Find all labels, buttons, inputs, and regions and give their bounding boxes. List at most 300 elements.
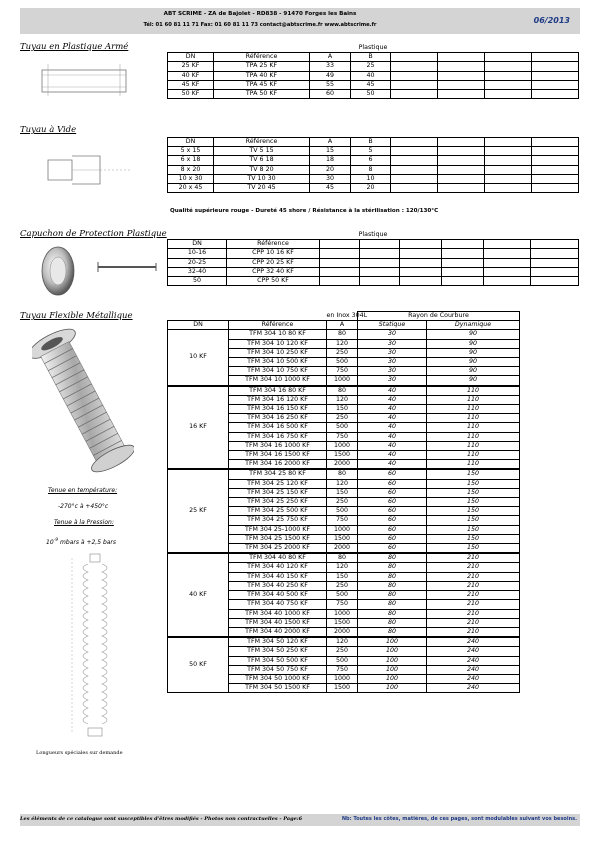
blank-cell xyxy=(485,71,532,80)
table-cell: 40 xyxy=(358,441,427,450)
blank-cell xyxy=(438,184,485,193)
section-title-capuchon: Capuchon de Protection Plastique xyxy=(20,229,167,239)
table-cell: 110 xyxy=(427,460,520,470)
table-cell: 80 xyxy=(358,591,427,600)
column-header: Référence xyxy=(227,240,320,249)
blank-cell xyxy=(320,249,360,258)
table-cell: 250 xyxy=(327,414,358,423)
table-cell: 30 xyxy=(358,376,427,386)
table-cell: 18 xyxy=(310,156,351,165)
column-header: DN xyxy=(168,53,214,62)
blank-cell xyxy=(438,53,485,62)
blank-cell xyxy=(532,147,579,156)
table-cell: 750 xyxy=(327,600,358,609)
section-title-tuyau-plastique-arme: Tuyau en Plastique Armé xyxy=(20,42,129,52)
tuyau-flexible-drawing xyxy=(64,552,124,738)
table-cell: 60 xyxy=(358,469,427,479)
table-cell: 80 xyxy=(358,563,427,572)
table-capuchon xyxy=(167,231,579,286)
table-cell: 240 xyxy=(427,656,520,665)
blank-cell xyxy=(391,90,438,99)
blank-cell xyxy=(391,156,438,165)
table-cell: 55 xyxy=(310,80,351,89)
table-cell: 60 xyxy=(358,479,427,488)
table-row xyxy=(168,249,579,258)
capuchon-photo xyxy=(36,245,76,297)
table-cell: 250 xyxy=(327,647,358,656)
table-cell: TFM 304 40 120 KF xyxy=(229,563,327,572)
table-cell: 150 xyxy=(327,488,358,497)
blank-cell xyxy=(442,277,484,286)
table-cell: 150 xyxy=(427,507,520,516)
blank-cell xyxy=(532,53,579,62)
table-cell: 240 xyxy=(427,674,520,683)
table-cell: 120 xyxy=(327,395,358,404)
blank-cell xyxy=(484,277,531,286)
table-cell: TFM 304 40 500 KF xyxy=(229,591,327,600)
table-cell: 500 xyxy=(327,358,358,367)
table-cell: 80 xyxy=(358,627,427,637)
blank-cell xyxy=(442,258,484,267)
table-cell: 1000 xyxy=(327,441,358,450)
table-cell: 90 xyxy=(427,339,520,348)
dn-group-cell: 10 KF xyxy=(168,330,229,386)
table-cell: TV 5 15 xyxy=(214,147,310,156)
table-cell: 1000 xyxy=(327,674,358,683)
table-cell: CPP 50 KF xyxy=(227,277,320,286)
table-row xyxy=(168,258,579,267)
table-cell: TFM 304 10 80 KF xyxy=(229,330,327,339)
table-cell: 80 xyxy=(358,600,427,609)
table-cell: 45 xyxy=(351,80,391,89)
table-cell: TPA 45 KF xyxy=(214,80,310,89)
table-cell: 100 xyxy=(358,684,427,693)
blank-cell xyxy=(320,267,360,276)
table-cell: 40 xyxy=(358,423,427,432)
blank-cell xyxy=(532,184,579,193)
blank-cell xyxy=(442,240,484,249)
temperature-value: -270°c à +450°c xyxy=(58,503,109,510)
table-cell: 10 x 30 xyxy=(168,174,214,183)
table-cell: 110 xyxy=(427,432,520,441)
table-cell: TFM 304 40 1000 KF xyxy=(229,609,327,618)
table-cell: 80 xyxy=(358,581,427,590)
table-cell: TFM 304 16 1000 KF xyxy=(229,441,327,450)
table-cell: 40 xyxy=(358,405,427,414)
table-cell: 80 xyxy=(327,469,358,479)
blank-cell xyxy=(485,80,532,89)
blank-cell xyxy=(391,80,438,89)
table-cell: 250 xyxy=(327,581,358,590)
column-header: DN xyxy=(168,321,229,330)
table-cell: 150 xyxy=(327,405,358,414)
table-cell: 150 xyxy=(427,479,520,488)
table-cell: TFM 304 10 120 KF xyxy=(229,339,327,348)
table-cell: 500 xyxy=(327,656,358,665)
blank-cell xyxy=(438,147,485,156)
table-cell: TFM 304 50 1000 KF xyxy=(229,674,327,683)
table-row xyxy=(168,174,579,183)
table-cell: 750 xyxy=(327,516,358,525)
table-cell: 49 xyxy=(310,71,351,80)
header-row xyxy=(168,321,520,330)
table-cell: TFM 304 50 250 KF xyxy=(229,647,327,656)
table-cell: 500 xyxy=(327,507,358,516)
table-row xyxy=(168,165,579,174)
table-cell: TFM 304 16 2000 KF xyxy=(229,460,327,470)
blank-cell xyxy=(360,258,400,267)
footer-note: Nb: Toutes les côtes, matières, de ces pages, sont modulables suivant vos besoins. xyxy=(341,816,577,822)
table-row xyxy=(168,80,579,89)
table-cell: TFM 304 40 2000 KF xyxy=(229,627,327,637)
blank-cell xyxy=(531,240,579,249)
blank-cell xyxy=(391,62,438,71)
blank-cell xyxy=(532,71,579,80)
table-tuyau-flexible xyxy=(167,311,520,693)
blank-cell xyxy=(485,62,532,71)
table-cell: 6 xyxy=(351,156,391,165)
table-cell: TPA 50 KF xyxy=(214,90,310,99)
blank-cell xyxy=(320,277,360,286)
table-cell: 50 xyxy=(168,277,227,286)
table-cell: TFM 304 50 750 KF xyxy=(229,665,327,674)
table-cell: 20-25 xyxy=(168,258,227,267)
table-cell: 25 xyxy=(351,62,391,71)
table-cell: 1000 xyxy=(327,609,358,618)
blank-cell xyxy=(532,62,579,71)
table-cell: 210 xyxy=(427,572,520,581)
table-row xyxy=(168,330,520,339)
table-cell: TFM 304 25 1500 KF xyxy=(229,534,327,543)
table-cell: 110 xyxy=(427,423,520,432)
blank-cell xyxy=(485,138,532,147)
table-cell: TV 8 20 xyxy=(214,165,310,174)
table-cell: 10 xyxy=(351,174,391,183)
table-cell: 40 xyxy=(351,71,391,80)
table-cell: 60 xyxy=(358,488,427,497)
table-cell: 60 xyxy=(358,498,427,507)
blank-cell xyxy=(400,267,442,276)
table-cell: 90 xyxy=(427,358,520,367)
table-cell: 250 xyxy=(327,498,358,507)
table-cell: 80 xyxy=(358,572,427,581)
table-cell: 240 xyxy=(427,637,520,647)
table-cell: 20 xyxy=(351,184,391,193)
table-cell: TPA 25 KF xyxy=(214,62,310,71)
blank-cell xyxy=(484,240,531,249)
table-cell: 30 xyxy=(358,367,427,376)
table-cell: TFM 304 16 150 KF xyxy=(229,405,327,414)
table-cell: 100 xyxy=(358,656,427,665)
blank-cell xyxy=(485,165,532,174)
group-label: Plastique xyxy=(168,44,579,53)
column-header: B xyxy=(351,53,391,62)
table-cell: TFM 304 25 150 KF xyxy=(229,488,327,497)
header-row xyxy=(168,240,579,249)
table-cell: TV 10 30 xyxy=(214,174,310,183)
table-cell: TFM 304 10 500 KF xyxy=(229,358,327,367)
table-cell: TFM 304 40 750 KF xyxy=(229,600,327,609)
blank-cell xyxy=(485,156,532,165)
section-title-tuyau-flexible: Tuyau Flexible Métallique xyxy=(20,311,133,321)
table-cell: TFM 304 25 80 KF xyxy=(229,469,327,479)
blank-cell xyxy=(485,174,532,183)
table-row xyxy=(168,147,579,156)
table-cell: 60 xyxy=(358,516,427,525)
blank-cell xyxy=(320,240,360,249)
table-cell: 240 xyxy=(427,665,520,674)
table-cell: 750 xyxy=(327,367,358,376)
blank-cell xyxy=(438,174,485,183)
rayon-header: Rayon de Courbure xyxy=(358,312,520,321)
blank-cell xyxy=(391,138,438,147)
table-cell: 2000 xyxy=(327,544,358,554)
blank-cell xyxy=(532,156,579,165)
table-cell: 110 xyxy=(427,386,520,396)
blank-cell xyxy=(360,277,400,286)
blank-cell xyxy=(485,90,532,99)
table-cell: 750 xyxy=(327,432,358,441)
table-cell: 40 xyxy=(358,386,427,396)
table-cell: TFM 304 25-1000 KF xyxy=(229,525,327,534)
table-row xyxy=(168,637,520,647)
temperature-title: Tenue en température: xyxy=(48,487,118,494)
table-cell: TFM 304 50 1500 KF xyxy=(229,684,327,693)
table-cell: 20 x 45 xyxy=(168,184,214,193)
table-cell: CPP 20 25 KF xyxy=(227,258,320,267)
blank-cell xyxy=(438,138,485,147)
table-cell: TFM 304 40 150 KF xyxy=(229,572,327,581)
table-cell: 32-40 xyxy=(168,267,227,276)
table-cell: 150 xyxy=(327,572,358,581)
table-cell: 110 xyxy=(427,414,520,423)
table-cell: TFM 304 25 250 KF xyxy=(229,498,327,507)
blank-cell xyxy=(484,249,531,258)
blank-cell xyxy=(442,249,484,258)
table-row xyxy=(168,469,520,479)
table-cell: 210 xyxy=(427,591,520,600)
table-cell: 240 xyxy=(427,647,520,656)
table-cell: 40 xyxy=(358,460,427,470)
blank-cell xyxy=(532,165,579,174)
header-row xyxy=(168,53,579,62)
blank-cell xyxy=(391,71,438,80)
table-tuyau-a-vide xyxy=(167,137,579,193)
table-cell: 10-16 xyxy=(168,249,227,258)
table-cell: TFM 304 16 80 KF xyxy=(229,386,327,396)
table-cell: 120 xyxy=(327,563,358,572)
table-cell: 500 xyxy=(327,423,358,432)
table-row xyxy=(168,267,579,276)
table-cell: 1500 xyxy=(327,451,358,460)
table-cell: 1500 xyxy=(327,618,358,627)
table-cell: TFM 304 16 1500 KF xyxy=(229,451,327,460)
table-cell: TFM 304 16 750 KF xyxy=(229,432,327,441)
blank-cell xyxy=(438,71,485,80)
table-cell: 1500 xyxy=(327,684,358,693)
blank-cell xyxy=(442,267,484,276)
material-label: en Inox 304L xyxy=(326,311,368,319)
table-cell: 6 x 18 xyxy=(168,156,214,165)
table-cell: 210 xyxy=(427,553,520,563)
blank-cell xyxy=(438,90,485,99)
table-cell: 1000 xyxy=(327,376,358,386)
table-cell: 5 xyxy=(351,147,391,156)
table-cell: TV 6 18 xyxy=(214,156,310,165)
column-header: B xyxy=(351,138,391,147)
header-row xyxy=(168,138,579,147)
table-cell: TV 20 45 xyxy=(214,184,310,193)
blank-cell xyxy=(484,258,531,267)
blank-cell xyxy=(438,80,485,89)
table-cell: 5 x 15 xyxy=(168,147,214,156)
blank-cell xyxy=(168,312,327,321)
blank-cell xyxy=(531,258,579,267)
blank-cell xyxy=(531,267,579,276)
table-cell: 210 xyxy=(427,563,520,572)
table-cell: TFM 304 10 250 KF xyxy=(229,348,327,357)
table-cell: 110 xyxy=(427,451,520,460)
table-cell: 60 xyxy=(310,90,351,99)
column-header: Statique xyxy=(358,321,427,330)
table-cell: 120 xyxy=(327,637,358,647)
blank-cell xyxy=(532,90,579,99)
blank-cell xyxy=(320,258,360,267)
table-cell: 150 xyxy=(427,525,520,534)
table-cell: 240 xyxy=(427,684,520,693)
table-cell: TPA 40 KF xyxy=(214,71,310,80)
table-cell: 110 xyxy=(427,441,520,450)
table-cell: 20 xyxy=(310,165,351,174)
dn-group-cell: 16 KF xyxy=(168,386,229,470)
table-row xyxy=(168,277,579,286)
table-cell: 80 xyxy=(358,609,427,618)
blank-cell xyxy=(400,240,442,249)
company-address: ABT SCRIME - ZA de Bajolet - RD838 - 91470 Forges les Bains xyxy=(163,11,357,17)
table-cell: 500 xyxy=(327,591,358,600)
table-cell: 40 xyxy=(358,395,427,404)
table-cell: 45 xyxy=(310,184,351,193)
table-cell: 50 xyxy=(351,90,391,99)
table-cell: 100 xyxy=(358,665,427,674)
table-tuyau-plastique-arme xyxy=(167,44,579,99)
capuchon-drawing xyxy=(96,260,158,274)
table-cell: 80 xyxy=(358,553,427,563)
blank-cell xyxy=(391,174,438,183)
table-cell: TFM 304 25 750 KF xyxy=(229,516,327,525)
table-cell: 60 xyxy=(358,525,427,534)
pressure-value: $10^{-9}$ mbars à +2,5 bars xyxy=(46,538,117,546)
table-cell: 40 xyxy=(358,414,427,423)
table-cell: 80 xyxy=(327,553,358,563)
dn-group-cell: 40 KF xyxy=(168,553,229,637)
table-cell: CPP 10 16 KF xyxy=(227,249,320,258)
table-cell: 120 xyxy=(327,479,358,488)
blank-cell xyxy=(531,249,579,258)
column-header: Dynamique xyxy=(427,321,520,330)
table-row xyxy=(168,184,579,193)
blank-cell xyxy=(438,156,485,165)
table-cell: 40 xyxy=(358,451,427,460)
table-cell: 80 xyxy=(327,386,358,396)
blank-cell xyxy=(532,174,579,183)
table-cell: TFM 304 25 2000 KF xyxy=(229,544,327,554)
group-label: Plastique xyxy=(168,231,579,240)
blank-cell xyxy=(391,147,438,156)
table-cell: 60 xyxy=(358,507,427,516)
table-cell: 150 xyxy=(427,516,520,525)
tuyau-flexible-photo xyxy=(32,322,134,482)
blank-cell xyxy=(360,240,400,249)
blank-cell xyxy=(532,138,579,147)
column-header: DN xyxy=(168,138,214,147)
blank-cell xyxy=(391,53,438,62)
table-cell: 60 xyxy=(358,544,427,554)
table-cell: 40 KF xyxy=(168,71,214,80)
table-row xyxy=(168,71,579,80)
page-header xyxy=(20,8,580,34)
table-cell: 30 xyxy=(358,348,427,357)
blank-cell xyxy=(360,267,400,276)
blank-cell xyxy=(531,277,579,286)
table-cell: 40 xyxy=(358,432,427,441)
table-cell: 80 xyxy=(358,618,427,627)
table-cell: 150 xyxy=(427,534,520,543)
table-cell: 150 xyxy=(427,488,520,497)
footer-disclaimer: Les éléments de ce catalogue sont susceptibles d'êtres modifiés - Photos non contractuelles - Page:6 xyxy=(20,816,303,822)
table-cell: 90 xyxy=(427,367,520,376)
table-cell: TFM 304 10 750 KF xyxy=(229,367,327,376)
table-cell: 1000 xyxy=(327,525,358,534)
table-cell: 45 KF xyxy=(168,80,214,89)
table-cell: 2000 xyxy=(327,460,358,470)
group-header-row xyxy=(168,44,579,53)
company-contact: Tél: 01 60 81 11 71 Fax: 01 60 81 11 73 contact@abtscrime.fr www.abtscrime.fr xyxy=(143,22,377,28)
table-row xyxy=(168,553,520,563)
table-cell: 120 xyxy=(327,339,358,348)
blank-cell xyxy=(532,80,579,89)
tuyau-a-vide-note: Qualité supérieure rouge - Dureté 45 shore / Résistance à la stérilisation : 120/130°C xyxy=(170,208,439,214)
table-cell: TFM 304 40 80 KF xyxy=(229,553,327,563)
table-cell: 110 xyxy=(427,405,520,414)
table-cell: 150 xyxy=(427,469,520,479)
table-row xyxy=(168,156,579,165)
table-cell: 750 xyxy=(327,665,358,674)
section-title-tuyau-a-vide: Tuyau à Vide xyxy=(20,125,77,135)
column-header: A xyxy=(310,138,351,147)
table-row xyxy=(168,62,579,71)
table-cell: TFM 304 10 1000 KF xyxy=(229,376,327,386)
column-header: A xyxy=(310,53,351,62)
table-row xyxy=(168,386,520,396)
blank-cell xyxy=(438,165,485,174)
tuyau-plastique-arme-drawing xyxy=(38,60,130,100)
blank-cell xyxy=(391,165,438,174)
page-footer xyxy=(20,814,580,826)
blank-cell xyxy=(400,258,442,267)
table-cell: CPP 32 40 KF xyxy=(227,267,320,276)
table-cell: 30 xyxy=(358,339,427,348)
table-cell: 210 xyxy=(427,627,520,637)
table-cell: 2000 xyxy=(327,627,358,637)
table-cell: 210 xyxy=(427,600,520,609)
table-cell: 30 xyxy=(358,330,427,339)
table-cell: 100 xyxy=(358,637,427,647)
table-cell: 150 xyxy=(427,498,520,507)
table-cell: 15 xyxy=(310,147,351,156)
table-cell: 150 xyxy=(427,544,520,554)
table-cell: 210 xyxy=(427,618,520,627)
